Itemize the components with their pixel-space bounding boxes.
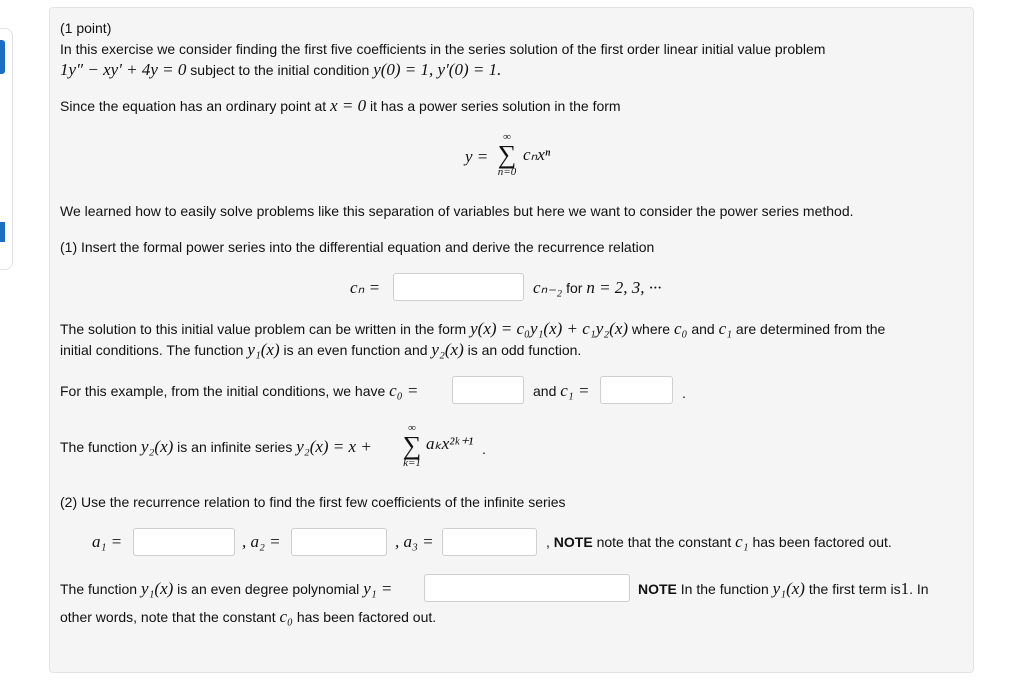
y1x-symbol: y₁(x)	[247, 340, 280, 359]
power-series-text: it has a power series solution in the form	[370, 98, 621, 114]
recurrence-range: n = 2, 3, ···	[586, 278, 662, 297]
recurrence-rhs	[533, 279, 662, 297]
subject-text: subject to the initial condition	[190, 62, 370, 78]
y1-eq-label: y₁ =	[363, 579, 393, 598]
series-upper: ∞	[503, 131, 511, 143]
recurrence-lhs: cₙ =	[350, 278, 381, 297]
series-lower: n=0	[497, 166, 517, 178]
solution-form: y(x) = c₀y₁(x) + c₁y₂(x)	[470, 319, 629, 338]
ordinary-point-line	[60, 97, 621, 115]
intro-text: In this exercise we consider finding the first five coefficients in the series solution of the first order linear initial value problem	[60, 41, 826, 57]
y1-line	[60, 580, 392, 598]
y2-text-a: The function	[60, 439, 138, 455]
solution-text-d: initial conditions. The function	[60, 342, 244, 358]
note1-text: note that the constant	[596, 534, 732, 550]
recurrence-coeff-input[interactable]	[393, 273, 524, 301]
a3-input[interactable]	[442, 528, 537, 556]
y1x-symbol-2: y₁(x)	[140, 579, 174, 598]
y2x-symbol-2: y₂(x)	[140, 437, 174, 456]
sigma-icon: ∑	[497, 140, 517, 169]
note2-text-d: other words, note that the constant	[60, 609, 276, 625]
c0-eq-label: c₀ =	[389, 381, 419, 400]
even-text: is an even function and	[283, 342, 428, 358]
ordinary-point-text: Since the equation has an ordinary point at	[60, 98, 327, 114]
note2-tail: has been factored out.	[296, 609, 437, 625]
learned-text: We learned how to easily solve problems like this separation of variables but here we want to consider the power series method.	[60, 203, 854, 219]
note1-label: NOTE	[553, 534, 593, 550]
y2-line	[60, 438, 372, 456]
points-label: (1 point)	[60, 20, 112, 36]
period-mark: .	[682, 385, 686, 401]
c1-label-line	[533, 382, 589, 400]
y1-text-a: The function	[60, 581, 138, 597]
series-sigma	[494, 132, 520, 178]
recurrence-rhs-var: cₙ₋₂	[533, 278, 563, 297]
y2-series-lhs: y₂(x) = x +	[296, 437, 372, 456]
a1-label: a₁ =	[92, 532, 123, 551]
initial-conditions: y(0) = 1, y′(0) = 1.	[373, 60, 502, 79]
y1-text-b: is an even degree polynomial	[177, 581, 360, 597]
example-line	[60, 382, 418, 400]
and-text: and	[691, 321, 715, 337]
nav-tab-indicator[interactable]	[0, 40, 5, 74]
sigma-icon-2: ∑	[402, 431, 422, 460]
c0-input[interactable]	[452, 376, 524, 404]
nav-tab-indicator-2[interactable]	[0, 222, 5, 242]
and-text-2: and	[533, 383, 557, 399]
y2-series-term: aₖx²ᵏ⁺¹	[426, 434, 474, 453]
y2x-symbol: y₂(x)	[431, 340, 464, 359]
note2-line	[638, 580, 929, 598]
ode-line	[60, 61, 501, 79]
ode-equation: 1y″ − xy′ + 4y = 0	[60, 60, 187, 79]
solution-text-c: are determined from the	[735, 321, 886, 337]
a1-input[interactable]	[133, 528, 235, 556]
note2-line-2	[60, 608, 436, 626]
recurrence-for: for	[566, 280, 583, 296]
note2-text-b: the first term is	[808, 581, 901, 597]
a2-input[interactable]	[291, 528, 387, 556]
part1-text: (1) Insert the formal power series into the differential equation and derive the recurrence relation	[60, 239, 655, 255]
note2-c0: c₀	[279, 607, 293, 626]
y2-series-lower: k=1	[403, 457, 421, 469]
note2-one: 1	[900, 579, 910, 598]
a2-label: , a₂ =	[242, 532, 281, 551]
note2-label: NOTE	[638, 581, 677, 597]
c1-symbol: c₁	[718, 319, 733, 338]
note2-text-c: . In	[909, 581, 929, 597]
series-lhs: y =	[465, 147, 489, 166]
a3-label: , a₃ =	[395, 532, 434, 551]
part2-text: (2) Use the recurrence relation to find the first few coefficients of the infinite series	[60, 494, 566, 510]
solution-line-1	[60, 320, 885, 338]
series-term: cₙxⁿ	[523, 145, 551, 164]
note1-line	[546, 533, 892, 551]
note2-text-a: In the function	[680, 581, 769, 597]
c0-symbol: c₀	[673, 319, 688, 338]
note1-comma: ,	[546, 534, 550, 550]
solution-text-b: where	[631, 321, 671, 337]
solution-line-2	[60, 341, 581, 359]
y2-series-sigma	[400, 423, 424, 469]
example-text: For this example, from the initial conditions, we have	[60, 383, 386, 399]
y2-series-upper: ∞	[408, 422, 416, 434]
c1-eq-label: c₁ =	[560, 381, 590, 400]
solution-text-a: The solution to this initial value problem can be written in the form	[60, 321, 467, 337]
y2-text-b: is an infinite series	[177, 439, 293, 455]
y2-period: .	[482, 441, 486, 457]
odd-text: is an odd function.	[467, 342, 582, 358]
note2-y1x: y₁(x)	[772, 579, 805, 598]
note1-c1: c₁	[735, 532, 749, 551]
note1-tail: has been factored out.	[752, 534, 892, 550]
ordinary-point-value: x = 0	[330, 96, 367, 115]
y1-input[interactable]	[424, 574, 630, 602]
c1-input[interactable]	[600, 376, 673, 404]
